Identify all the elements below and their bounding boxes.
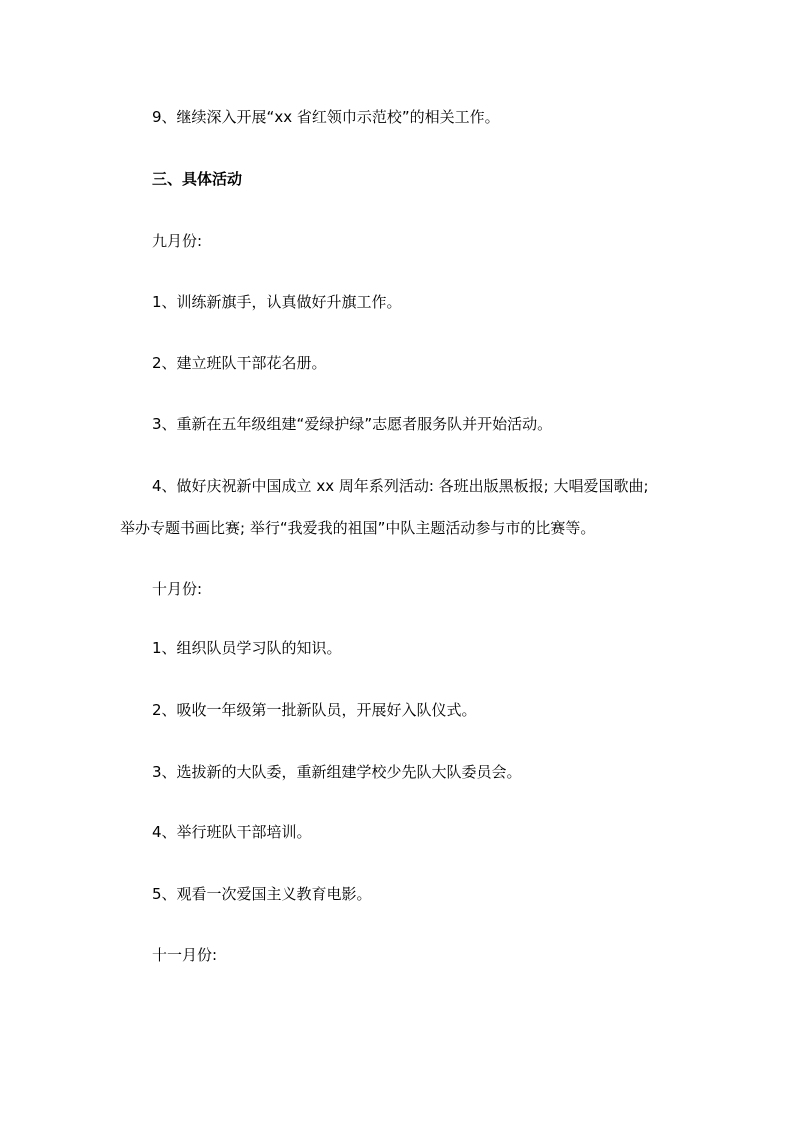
list-item: 4、做好庆祝新中国成立 xx 周年系列活动: 各班出版黑板报; 大唱爱国歌曲; xyxy=(152,477,649,495)
list-item: 2、吸收一年级第一批新队员，开展好入队仪式。 xyxy=(152,701,477,719)
list-item: 1、组织队员学习队的知识。 xyxy=(152,639,342,657)
list-item: 3、重新在五年级组建“爱绿护绿”志愿者服务队并开始活动。 xyxy=(152,415,553,433)
section-heading: 三、具体活动 xyxy=(152,170,243,188)
list-item: 5、观看一次爱国主义教育电影。 xyxy=(152,885,372,903)
paragraph-item-9: 9、继续深入开展“xx 省红领巾示范校”的相关工作。 xyxy=(152,108,500,126)
list-item: 1、训练新旗手，认真做好升旗工作。 xyxy=(152,293,402,311)
list-item-continuation: 举办专题书画比赛; 举行“我爱我的祖国”中队主题活动参与市的比赛等。 xyxy=(120,519,596,537)
month-heading-november: 十一月份: xyxy=(152,946,218,964)
month-heading-september: 九月份: xyxy=(152,232,203,250)
list-item: 2、建立班队干部花名册。 xyxy=(152,354,327,372)
list-item: 4、举行班队干部培训。 xyxy=(152,823,312,841)
list-item: 3、选拔新的大队委，重新组建学校少先队大队委员会。 xyxy=(152,763,522,781)
month-heading-october: 十月份: xyxy=(152,580,203,598)
